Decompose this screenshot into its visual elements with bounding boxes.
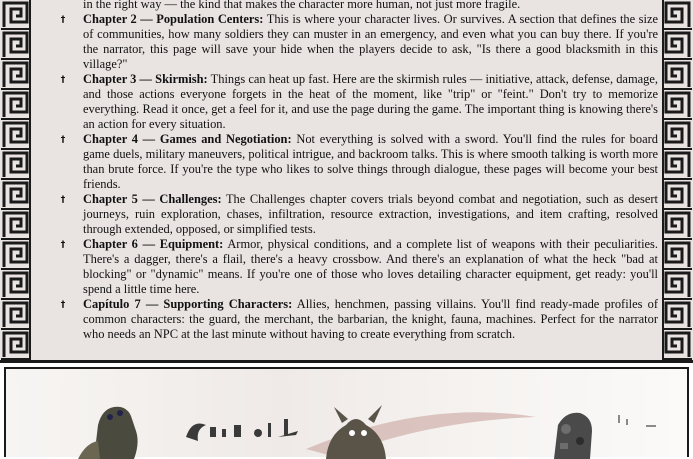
illustration-frame (4, 367, 689, 457)
chapter-body: Not everything is solved with a sword. You'll find the rules for board game duels, military maneuvers, political intrigue, and backroom talks. This is where smooth talking is worth more than brute force. If you're the type who likes to solve things through dialogue, these pages will become your best friends. (83, 132, 658, 191)
chapter-item-4 (58, 132, 658, 192)
chapter-body: This is where your character lives. Or survives. A section that defines the size of communities, how many soldiers they can muster in an emergency, and even what you can buy there. If you're the narrator, this page will save your hide when the players decide to ask, "Is there a good blacksmith in this village?" (83, 12, 658, 71)
creature-sketches-illustration (6, 369, 687, 459)
chapter-item-5 (58, 192, 658, 237)
chapter-heading: Chapter 3 — Skirmish: (83, 72, 208, 86)
dagger-bullet-icon: † (60, 195, 66, 205)
chapter-item-6 (58, 237, 658, 297)
chapter-heading: Chapter 4 — Games and Negotiation: (83, 132, 292, 146)
chapter-body: The Challenges chapter covers trials beyond combat and negotiation, such as desert journeys, ruin exploration, chases, infiltration, resource extraction, investigations, and item crafting, resolved through extended, opposed, or simplified tests. (83, 192, 658, 236)
chapter-body: Allies, henchmen, passing villains. You'll find ready-made profiles of common characters: the guard, the merchant, the barbarian, the knight, fauna, machines. Perfect for the narrator who needs an NPC at the last minute without having to create everything from scratch. (83, 297, 658, 341)
dagger-bullet-icon: † (60, 240, 66, 250)
dagger-bullet-icon: † (60, 135, 66, 145)
robot-figure-icon (554, 413, 592, 459)
chapter-list (58, 0, 658, 342)
scribble-text-icon (186, 419, 298, 441)
dagger-bullet-icon: † (60, 15, 66, 25)
chapter-heading: Chapter 2 — Population Centers: (83, 12, 264, 26)
dagger-bullet-icon: † (60, 75, 66, 85)
chapter-body: Things can heat up fast. Here are the skirmish rules — initiative, attack, defense, damage, and those actions everyone forgets in the heat of the moment, like "trip" or "feint." Don't try to memorize everything. Read it once, get a feel for it, and use the page during the game. The important thing is knowing there's an action for every situation. (83, 72, 658, 131)
fragment-line: in the right way — the kind that makes the character more human, not just more fragile. (83, 0, 521, 11)
illustration-band (0, 360, 693, 457)
chapter-heading: Chapter 5 — Challenges: (83, 192, 222, 206)
chapter-item-3 (58, 72, 658, 132)
chapter-item-7 (58, 297, 658, 342)
chapter-body: Armor, physical conditions, and a complete list of weapons with their peculiarities. There's a dagger, there's a flail, there's a heavy crossbow. And there's an explanation of what the heck "bad at blocking" or "dynamic" means. If you're one of those who loves detailing character equipment, get ready: you'll spend a little time here. (83, 237, 659, 296)
left-greek-key-border (1, 0, 31, 360)
faint-marks-icon (618, 415, 656, 427)
dagger-bullet-icon: † (60, 300, 66, 310)
chapter-heading: Chapter 6 — Equipment: (83, 237, 224, 251)
chapter-heading: Capítulo 7 — Supporting Characters: (83, 297, 293, 311)
chapter-item-2 (58, 12, 658, 72)
crouching-creature-icon (78, 407, 138, 459)
right-greek-key-border (662, 0, 692, 360)
